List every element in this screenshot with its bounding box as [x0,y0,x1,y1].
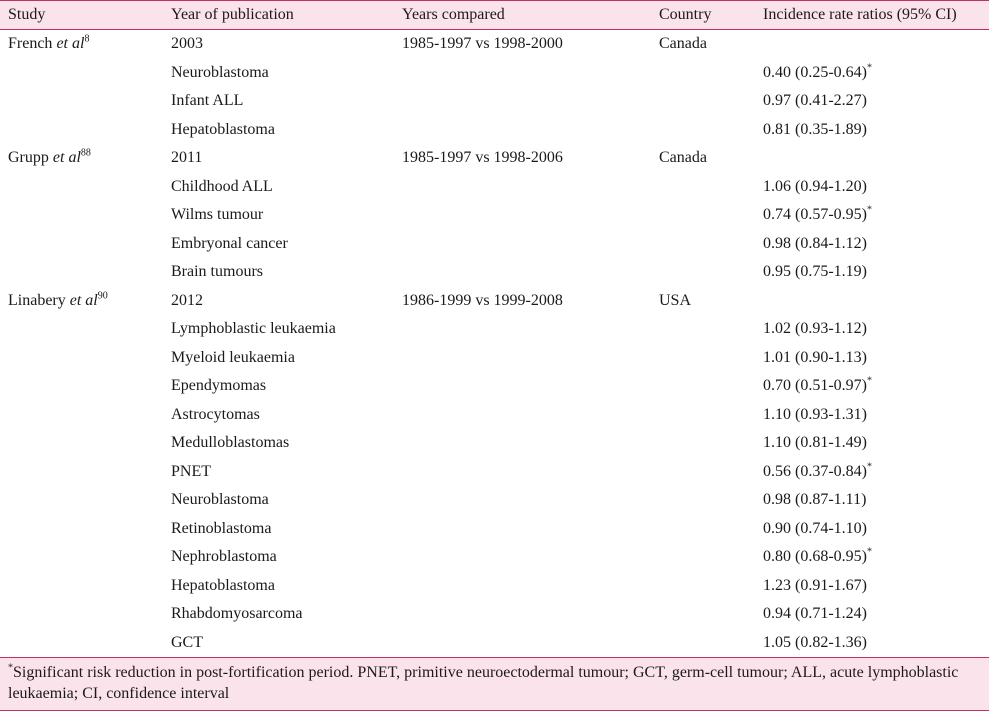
study-cell-empty [0,429,163,458]
country-cell: Canada [659,35,707,53]
table-row-cancer [0,344,989,373]
study-cell [0,287,163,316]
irr-cell-empty [755,30,989,59]
years-compared-cell-empty [394,344,651,373]
country-cell: Canada [659,149,707,167]
study-cell-empty [0,401,163,430]
years-compared-cell: 1985-1997 vs 1998-2006 [402,149,563,167]
irr-cell [755,59,989,88]
table-row-study [0,30,989,59]
header-study: Study [0,1,163,30]
study-cell-empty [0,486,163,515]
table-row-study [0,287,989,316]
study-author: French [8,35,53,53]
study-cell-empty [0,201,163,230]
cancer-type-cell: Embryonal cancer [171,234,288,252]
irr-value: 0.81 (0.35-1.89) [763,120,867,138]
years-compared-cell-empty [394,629,651,658]
irr-cell [755,543,989,572]
study-cell-empty [0,543,163,572]
country-cell-empty [651,59,755,88]
significance-marker: * [866,375,872,387]
country-cell-empty [651,344,755,373]
cancer-type-cell: Rhabdomyosarcoma [171,605,303,623]
cancer-type-cell: Hepatoblastoma [171,576,275,594]
study-cell-empty [0,629,163,658]
table-row-cancer [0,429,989,458]
irr-value: 1.02 (0.93-1.12) [763,320,867,338]
country-cell-empty [651,372,755,401]
years-compared-cell-empty [394,372,651,401]
study-cell-empty [0,59,163,88]
study-reference: 90 [97,290,108,302]
irr-value: 0.95 (0.75-1.19) [763,263,867,281]
cancer-type-cell: PNET [171,462,211,480]
table-row-cancer [0,401,989,430]
irr-cell [755,315,989,344]
years-compared-cell-empty [394,401,651,430]
study-cell-empty [0,258,163,287]
irr-value: 0.80 (0.68-0.95) [763,548,867,566]
table-row-cancer [0,458,989,487]
years-compared-cell-empty [394,201,651,230]
table-row-cancer [0,59,989,88]
study-cell-empty [0,600,163,629]
country-cell: USA [659,291,692,309]
table-row-cancer [0,515,989,544]
irr-cell-empty [755,287,989,316]
irr-cell [755,230,989,259]
cancer-type-cell: Childhood ALL [171,177,273,195]
table-row-cancer [0,230,989,259]
cancer-type-cell: Neuroblastoma [171,491,269,509]
country-cell-empty [651,315,755,344]
study-et-al: et al [69,291,98,309]
irr-value: 0.40 (0.25-0.64) [763,63,867,81]
table-row-cancer [0,315,989,344]
cancer-type-cell: Astrocytomas [171,405,260,423]
table-row-cancer [0,116,989,145]
study-cell-empty [0,458,163,487]
irr-value: 1.10 (0.93-1.31) [763,405,867,423]
country-cell-empty [651,116,755,145]
country-cell-empty [651,87,755,116]
header-country: Country [651,1,755,30]
table-row-cancer [0,629,989,658]
table-row-cancer [0,600,989,629]
irr-value: 0.97 (0.41-2.27) [763,92,867,110]
country-cell-empty [651,572,755,601]
irr-cell [755,458,989,487]
cancer-type-cell: Wilms tumour [171,206,264,224]
study-et-al: et al [56,35,85,53]
country-cell-empty [651,258,755,287]
irr-cell [755,173,989,202]
table-row-study [0,144,989,173]
years-compared-cell: 1985-1997 vs 1998-2000 [402,35,563,53]
study-cell-empty [0,173,163,202]
cancer-type-cell: Ependymomas [171,377,267,395]
years-compared-cell-empty [394,258,651,287]
header-incidence-rate-ratios: Incidence rate ratios (95% CI) [755,1,989,30]
years-compared-cell-empty [394,543,651,572]
study-cell-empty [0,572,163,601]
irr-value: 0.94 (0.71-1.24) [763,605,867,623]
study-cell-empty [0,116,163,145]
cancer-type-cell: Medulloblastomas [171,434,290,452]
irr-value: 0.90 (0.74-1.10) [763,519,867,537]
cancer-type-cell: Retinoblastoma [171,519,272,537]
country-cell-empty [651,458,755,487]
footnote-text: Significant risk reduction in post-fortification period. PNET, primitive neuroectodermal tumour; GCT, germ-cell tumour; ALL, acute lymphoblastic leukaemia; CI, confidence interval [8,664,959,702]
study-cell-empty [0,230,163,259]
irr-value: 0.98 (0.84-1.12) [763,234,867,252]
table-row-cancer [0,201,989,230]
irr-value: 1.01 (0.90-1.13) [763,348,867,366]
years-compared-cell-empty [394,486,651,515]
cancer-type-cell: Lymphoblastic leukaemia [171,320,336,338]
irr-cell [755,116,989,145]
years-compared-cell-empty [394,515,651,544]
years-compared-cell-empty [394,572,651,601]
years-compared-cell-empty [394,429,651,458]
study-et-al: et al [52,149,81,167]
irr-value: 1.06 (0.94-1.20) [763,177,867,195]
significance-marker: * [866,461,872,473]
study-cell-empty [0,87,163,116]
significance-marker: * [866,204,872,216]
country-cell-empty [651,486,755,515]
table-row-cancer [0,87,989,116]
years-compared-cell: 1986-1999 vs 1999-2008 [402,291,563,309]
study-cell-empty [0,315,163,344]
cancer-type-cell: Neuroblastoma [171,63,269,81]
significance-marker: * [866,62,872,74]
study-cell-empty [0,344,163,373]
years-compared-cell-empty [394,315,651,344]
study-author: Linabery [8,291,66,309]
study-reference: 88 [80,147,91,159]
study-cell [0,144,163,173]
table-row-cancer [0,543,989,572]
table-footnote [0,658,989,711]
country-cell-empty [651,429,755,458]
study-cell-empty [0,372,163,401]
irr-value: 1.05 (0.82-1.36) [763,633,867,651]
years-compared-cell-empty [394,87,651,116]
cancer-type-cell: Hepatoblastoma [171,120,275,138]
irr-cell-empty [755,144,989,173]
years-compared-cell-empty [394,230,651,259]
country-cell-empty [651,515,755,544]
irr-cell [755,600,989,629]
study-cell-empty [0,515,163,544]
irr-cell [755,429,989,458]
table-header-row [0,1,989,30]
country-cell-empty [651,600,755,629]
cancer-type-cell: Brain tumours [171,263,263,281]
table-row-cancer [0,486,989,515]
table-row-cancer [0,258,989,287]
header-years-compared: Years compared [394,1,651,30]
country-cell-empty [651,230,755,259]
years-compared-cell-empty [394,458,651,487]
years-compared-cell-empty [394,600,651,629]
irr-cell [755,486,989,515]
study-author: Grupp [8,149,49,167]
table-body [0,30,989,658]
cancer-type-cell: Nephroblastoma [171,548,277,566]
header-year-of-publication: Year of publication [163,1,394,30]
publication-year-cell: 2012 [171,291,203,309]
country-cell-empty [651,173,755,202]
cancer-type-cell: Myeloid leukaemia [171,348,295,366]
irr-value: 1.10 (0.81-1.49) [763,434,867,452]
irr-value: 0.70 (0.51-0.97) [763,377,867,395]
irr-cell [755,515,989,544]
irr-cell [755,201,989,230]
significance-marker: * [866,546,872,558]
table-row-cancer [0,572,989,601]
country-cell-empty [651,629,755,658]
study-cell [0,30,163,59]
publication-year-cell: 2003 [171,35,203,53]
study-reference: 8 [84,33,90,45]
irr-cell [755,401,989,430]
irr-value: 0.74 (0.57-0.95) [763,206,867,224]
irr-cell [755,344,989,373]
irr-cell [755,372,989,401]
cancer-type-cell: Infant ALL [171,92,244,110]
irr-value: 0.98 (0.87-1.11) [763,491,867,509]
country-cell-empty [651,201,755,230]
irr-value: 1.23 (0.91-1.67) [763,576,867,594]
irr-cell [755,87,989,116]
country-cell-empty [651,543,755,572]
cancer-type-cell: GCT [163,629,394,658]
irr-value: 0.56 (0.37-0.84) [763,462,867,480]
table-row-cancer [0,372,989,401]
years-compared-cell-empty [394,116,651,145]
footnote-marker: * [8,662,13,674]
table-row-cancer [0,173,989,202]
years-compared-cell-empty [394,59,651,88]
country-cell-empty [651,401,755,430]
publication-year-cell: 2011 [171,149,203,167]
years-compared-cell-empty [394,173,651,202]
irr-cell [755,258,989,287]
irr-cell [755,629,989,658]
irr-cell [755,572,989,601]
